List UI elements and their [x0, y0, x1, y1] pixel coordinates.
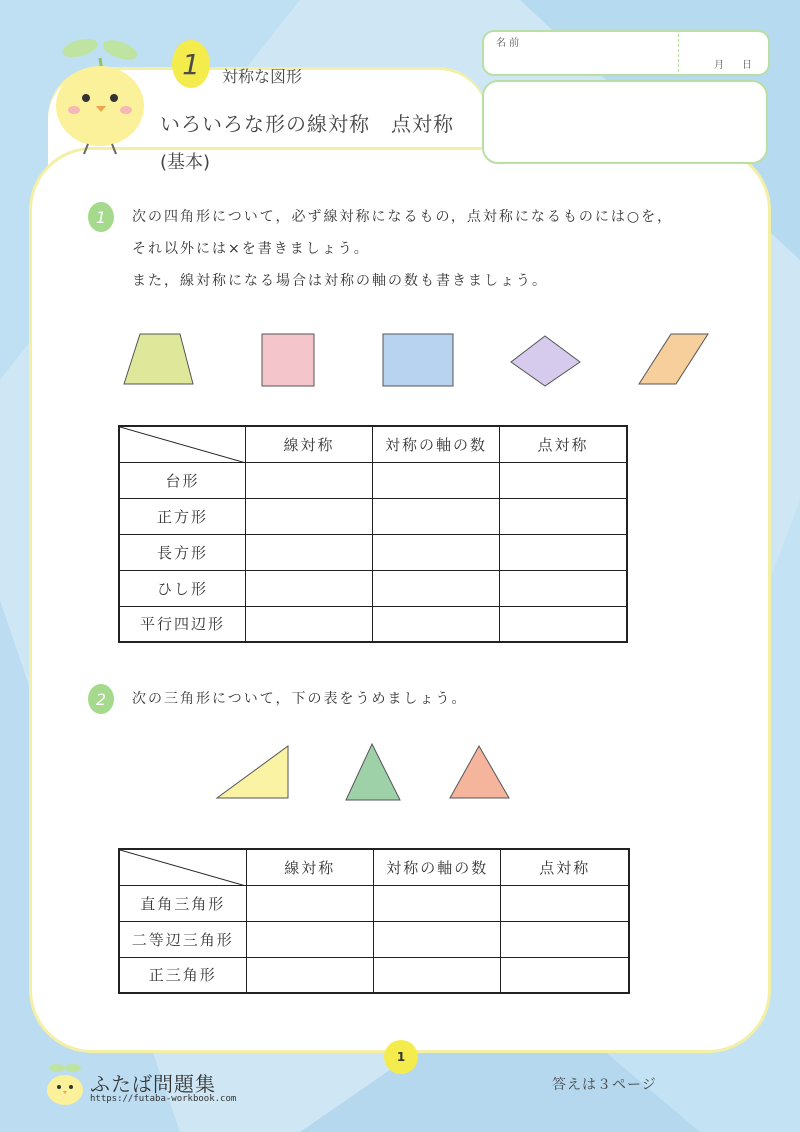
rhombus-shape — [511, 336, 580, 386]
column-header: 線対称 — [246, 849, 373, 885]
row-header: 正方形 — [119, 498, 246, 534]
table-row — [119, 885, 629, 921]
name-field[interactable] — [482, 30, 770, 76]
answer-cell[interactable] — [499, 570, 627, 606]
triangle-shapes — [0, 738, 800, 804]
table-row — [119, 462, 627, 498]
isosceles-triangle-shape — [346, 744, 400, 800]
unit-title: 対称な図形 — [222, 67, 303, 86]
square-shape — [262, 334, 314, 386]
page-subtitle: (基本) — [160, 152, 211, 173]
column-header: 対称の軸の数 — [373, 849, 500, 885]
rectangle-shape — [383, 334, 453, 386]
answer-cell[interactable] — [501, 921, 629, 957]
answer-cell[interactable] — [372, 462, 499, 498]
answer-cell[interactable] — [499, 498, 627, 534]
answer-cell[interactable] — [501, 885, 629, 921]
brand-url[interactable]: https://futaba-workbook.com — [90, 1094, 237, 1104]
table-corner-cell — [119, 849, 246, 885]
page-title: いろいろな形の線対称 点対称 — [160, 112, 454, 136]
day-label: 日 — [742, 60, 752, 71]
table-row — [119, 606, 627, 642]
answer-cell[interactable] — [373, 957, 500, 993]
row-header: 台形 — [119, 462, 246, 498]
month-label: 月 — [714, 60, 724, 71]
page-number: 1 — [396, 1050, 406, 1064]
question-number: 2 — [95, 689, 107, 709]
row-header: 二等辺三角形 — [119, 921, 246, 957]
row-header: 正三角形 — [119, 957, 246, 993]
answer-cell[interactable] — [499, 462, 627, 498]
answer-cell[interactable] — [246, 462, 373, 498]
triangle-table — [118, 848, 630, 994]
row-header: 長方形 — [119, 534, 246, 570]
question-text-line: 次の三角形について，下の表をうめましょう。 — [132, 691, 468, 707]
equilateral-triangle-shape — [450, 746, 509, 798]
answer-cell[interactable] — [246, 534, 373, 570]
table-corner-cell — [119, 426, 246, 462]
brand-chick-icon — [44, 1062, 86, 1106]
answer-cell[interactable] — [246, 498, 373, 534]
row-header: 直角三角形 — [119, 885, 246, 921]
unit-number: 1 — [182, 47, 200, 81]
page-number-badge — [384, 1040, 418, 1074]
answer-cell[interactable] — [246, 570, 373, 606]
answer-page-note: 答えは３ページ — [552, 1077, 657, 1093]
unit-number-badge — [172, 40, 210, 88]
column-header: 点対称 — [501, 849, 629, 885]
answer-cell[interactable] — [246, 606, 373, 642]
row-header: ひし形 — [119, 570, 246, 606]
name-label: 名前 — [496, 38, 522, 49]
table-row — [119, 957, 629, 993]
answer-cell[interactable] — [373, 885, 500, 921]
name-divider — [678, 34, 679, 72]
table-row — [119, 534, 627, 570]
question-number-badge — [88, 202, 114, 232]
answer-cell[interactable] — [246, 921, 373, 957]
answer-cell[interactable] — [372, 606, 499, 642]
answer-cell[interactable] — [372, 570, 499, 606]
answer-cell[interactable] — [246, 885, 373, 921]
right-triangle-shape — [217, 746, 288, 798]
parallelogram-shape — [639, 334, 708, 384]
answer-cell[interactable] — [499, 606, 627, 642]
answer-cell[interactable] — [499, 534, 627, 570]
quadrilateral-shapes — [0, 320, 800, 400]
table-row — [119, 921, 629, 957]
trapezoid-shape — [124, 334, 193, 384]
column-header: 点対称 — [499, 426, 627, 462]
answer-cell[interactable] — [501, 957, 629, 993]
table-row — [119, 498, 627, 534]
answer-cell[interactable] — [372, 534, 499, 570]
answer-cell[interactable] — [246, 957, 373, 993]
question-text-line: それ以外には×を書きましょう。 — [132, 241, 370, 257]
answer-cell[interactable] — [373, 921, 500, 957]
brand-name: ふたば問題集 — [90, 1072, 216, 1096]
score-box[interactable] — [482, 80, 768, 164]
answer-cell[interactable] — [372, 498, 499, 534]
question-text-line: また，線対称になる場合は対称の軸の数も書きましょう。 — [132, 273, 548, 289]
question-text-line: 次の四角形について，必ず線対称になるもの，点対称になるものには○を， — [132, 209, 674, 225]
column-header: 対称の軸の数 — [372, 426, 499, 462]
table-row — [119, 570, 627, 606]
question-number: 1 — [95, 207, 107, 227]
quadrilateral-table — [118, 425, 628, 643]
row-header: 平行四辺形 — [119, 606, 246, 642]
chick-mascot-icon — [48, 36, 158, 156]
column-header: 線対称 — [246, 426, 373, 462]
question-number-badge — [88, 684, 114, 714]
